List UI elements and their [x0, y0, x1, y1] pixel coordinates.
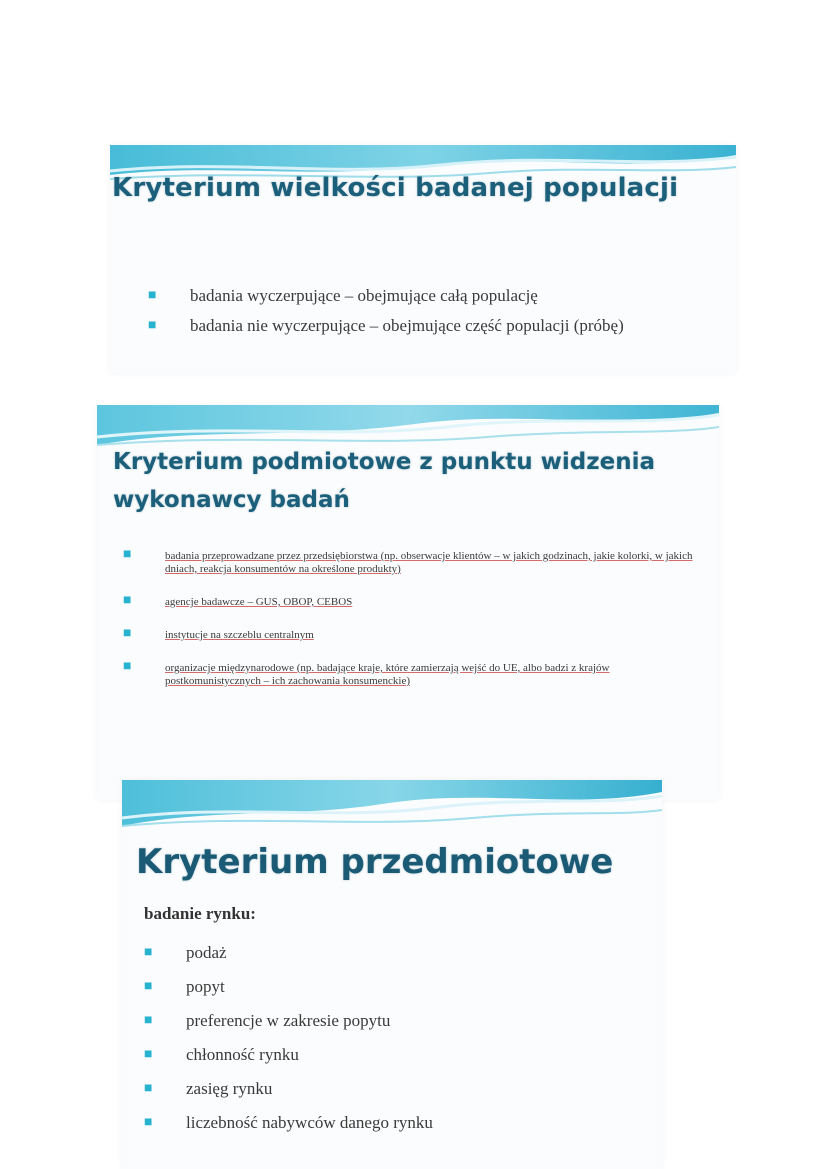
list-item	[123, 547, 705, 576]
list-item	[144, 1072, 646, 1106]
bullet-icon: ■	[148, 318, 157, 333]
list-item-text: chłonność rynku	[186, 1045, 299, 1064]
list-item-text: badania przeprowadzane przez przedsiębiorstwa (np. obserwacje klientów – w jakich godzinach, jakie kolorki, w jakich dniach, reakcja konsumentów na określone produkty)	[165, 550, 693, 575]
bullet-icon: ■	[123, 626, 132, 641]
bullet-icon: ■	[144, 1013, 153, 1028]
bullet-icon: ■	[123, 659, 132, 674]
list-item	[144, 970, 646, 1004]
bullet-icon: ■	[144, 945, 153, 960]
bullet-icon: ■	[148, 288, 157, 303]
slide-title: Kryterium przedmiotowe	[136, 842, 614, 882]
list-item	[123, 659, 705, 688]
slide-object-criterion	[122, 780, 662, 1169]
list-item	[148, 311, 720, 341]
list-item	[123, 593, 705, 609]
list-item	[123, 626, 705, 642]
list-item-text: badania wyczerpujące – obejmujące całą populację	[190, 286, 538, 305]
slide-title: Kryterium wielkości badanej populacji	[112, 173, 679, 203]
bullet-list	[144, 936, 646, 1140]
list-item-text: zasięg rynku	[186, 1079, 273, 1098]
list-item	[144, 1106, 646, 1140]
list-item-text: popyt	[186, 977, 225, 996]
bullet-icon: ■	[144, 1047, 153, 1062]
list-item	[144, 936, 646, 970]
list-item-text: instytucje na szczeblu centralnym	[165, 629, 314, 641]
list-item-text: agencje badawcze – GUS, OBOP, CEBOS	[165, 596, 353, 608]
list-item	[144, 1038, 646, 1072]
bullet-icon: ■	[144, 1115, 153, 1130]
bullet-icon: ■	[144, 1081, 153, 1096]
slide-subject-criterion	[97, 405, 719, 800]
slide-title: Kryterium podmiotowe z punktu widzenia wykonawcy badań	[113, 449, 655, 513]
bullet-list	[148, 281, 720, 341]
slide-population-size	[110, 145, 736, 373]
list-item-text: preferencje w zakresie popytu	[186, 1011, 391, 1030]
list-item-text: podaż	[186, 943, 227, 962]
bullet-icon: ■	[123, 547, 132, 562]
subheading: badanie rynku:	[144, 904, 256, 923]
list-item-text: organizacje międzynarodowe (np. badające kraje, które zamierzają wejść do UE, albo badzi z krajów postkomunistycznych – ich zachowania konsumenckie)	[165, 662, 610, 687]
bullet-icon: ■	[123, 593, 132, 608]
bullet-list	[123, 547, 705, 708]
list-item-text: liczebność nabywców danego rynku	[186, 1113, 433, 1132]
list-item	[144, 1004, 646, 1038]
bullet-icon: ■	[144, 979, 153, 994]
list-item	[148, 281, 720, 311]
list-item-text: badania nie wyczerpujące – obejmujące część populacji (próbę)	[190, 316, 624, 335]
wave-decoration	[122, 780, 662, 830]
